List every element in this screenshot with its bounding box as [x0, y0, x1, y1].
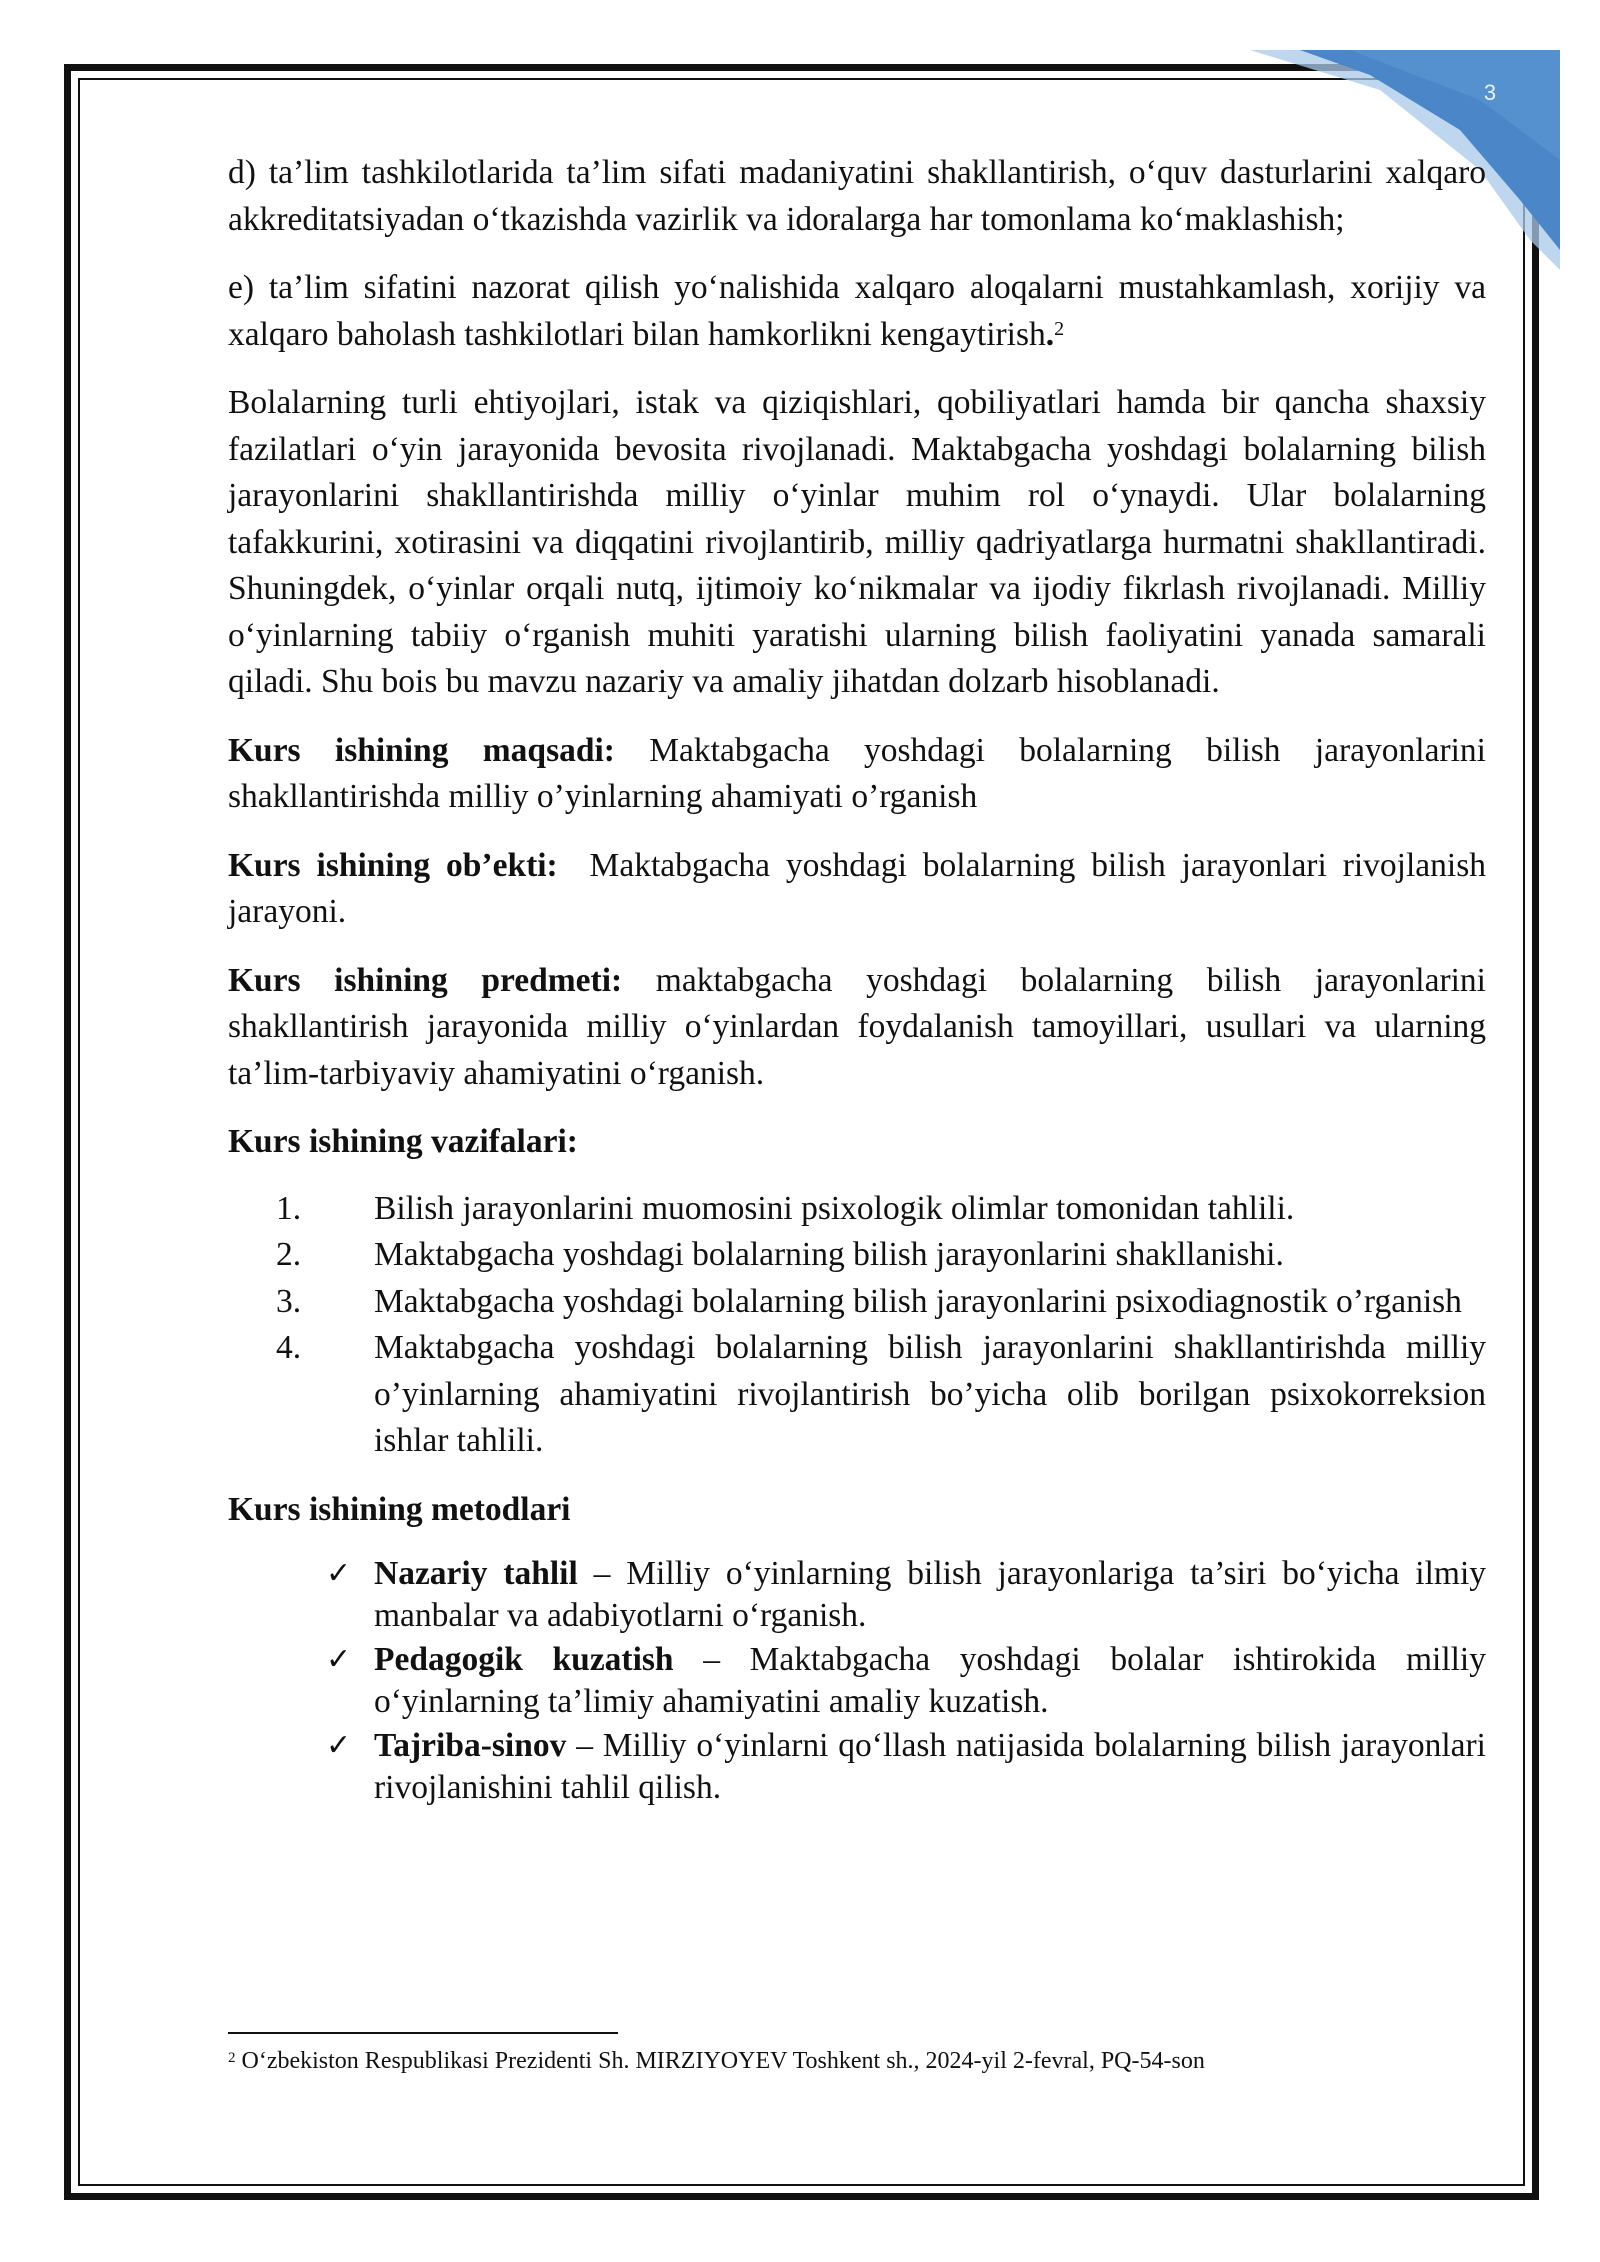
- tasks-list: [228, 1186, 1486, 1465]
- task-number: 4.: [276, 1329, 302, 1366]
- check-icon: ✓: [326, 1728, 352, 1763]
- object-label: Kurs ishining ob’ekti:: [228, 846, 558, 884]
- method-term: Nazariy tahlil: [374, 1555, 578, 1592]
- method-item: [228, 1639, 1486, 1723]
- paragraph-e: [228, 265, 1486, 358]
- document-body: [228, 150, 1495, 1811]
- task-item: [228, 1186, 1486, 1233]
- task-item: [228, 1279, 1486, 1326]
- paragraph-e-end: .: [1045, 315, 1055, 353]
- methods-heading: Kurs ishining metodlari: [228, 1490, 571, 1528]
- goal-label: Kurs ishining maqsadi:: [228, 731, 615, 769]
- check-icon: ✓: [326, 1556, 352, 1591]
- paragraph-intro: Bolalarning turli ehtiyojlari, istak va qiziqishlari, qobiliyatlari hamda bir qancha shaxsiy fazilatlari o‘yin jarayonida bevosita rivojlanadi. Maktabgacha yoshdagi bolalarning bilish jarayonlarini shakllantirishda milliy o‘yinlar muhim rol o‘ynaydi. Ular bolalarning tafakkurini, xotirasini va diqqatini rivojlantirib, milliy qadriyatlarga hurmatni shakllantiradi. Shuningdek, o‘yinlar orqali nutq, ijtimoiy ko‘nikmalar va ijodiy fikrlash rivojlanadi. Milliy o‘yinlarning tabiiy o‘rganish muhiti yaratishi ularning bilish faoliyatini yanada samarali qiladi. Shu bois bu mavzu nazariy va amaliy jihatdan dolzarb hisoblanadi.: [228, 384, 1486, 700]
- method-text: – Milliy o‘yinlarni qo‘llash natijasida bolalarning bilish jarayonlari rivojlanishini tahlil qilish.: [374, 1727, 1486, 1806]
- task-number: 1.: [276, 1189, 302, 1227]
- paragraph-e-text: e) ta’lim sifatini nazorat qilish yo‘nalishida xalqaro aloqalarni mustahkamlash, xorijiy va xalqaro baholash tashkilotlari bilan hamkorlikni kengaytirish: [228, 269, 1486, 353]
- subject-paragraph: [228, 958, 1486, 1098]
- paragraph-d: d) ta’lim tashkilotlarida ta’lim sifati madaniyatini shakllantirish, o‘quv dasturlarini xalqaro akkreditatsiyadan o‘tkazishda vazirlik va idoralarga har tomonlama ko‘maklashish;: [228, 154, 1486, 238]
- footnote-marker: 2: [228, 2050, 236, 2066]
- object-paragraph: [228, 843, 1495, 936]
- task-number: 2.: [276, 1236, 302, 1273]
- footnote-text: O‘zbekiston Respublikasi Prezidenti Sh. MIRZIYOYEV Toshkent sh., 2024-yil 2-fevral, PQ-54-son: [235, 2048, 1205, 2074]
- task-number: 3.: [276, 1282, 302, 1320]
- method-term: Tajriba-sinov: [374, 1727, 567, 1764]
- goal-paragraph: [228, 728, 1486, 821]
- object-text: Maktabgacha yoshdagi bolalarning bilish jarayonlari rivojlanish jarayoni.: [228, 846, 1495, 930]
- goal-text: Maktabgacha yoshdagi bolalarning bilish jarayonlarini shakllantirishda milliy o’yinlarning ahamiyati o’rganish: [228, 731, 1486, 815]
- task-item: [228, 1232, 1486, 1279]
- method-text: – Milliy o‘yinlarning bilish jarayonlariga ta’siri bo‘yicha ilmiy manbalar va adabiyotlarni o‘rganish.: [374, 1555, 1486, 1634]
- page-number: 3: [1483, 80, 1497, 105]
- task-text: Maktabgacha yoshdagi bolalarning bilish jarayonlarini shakllantirishda milliy o’yinlarning ahamiyatini rivojlantirish bo’yicha olib borilgan psixokorreksion ishlar tahlili.: [374, 1329, 1486, 1459]
- task-text: Bilish jarayonlarini muomosini psixologik olimlar tomonidan tahlili.: [374, 1189, 1295, 1227]
- tasks-heading: Kurs ishining vazifalari:: [228, 1123, 578, 1160]
- method-text: – Maktabgacha yoshdagi bolalar ishtirokida milliy o‘yinlarning ta’limiy ahamiyatini amaliy kuzatish.: [374, 1641, 1486, 1720]
- task-item: [228, 1325, 1486, 1465]
- footnote-separator: [228, 2032, 618, 2034]
- method-item: [228, 1553, 1486, 1637]
- check-icon: ✓: [326, 1642, 352, 1677]
- subject-text: maktabgacha yoshdagi bolalarning bilish jarayonlarini shakllantirish jarayonida milliy o‘yinlardan foydalanish tamoyillari, usullari va ularning ta’lim-tarbiyaviy ahamiyatini o‘rganish.: [228, 961, 1486, 1092]
- method-item: [228, 1725, 1486, 1809]
- methods-list: [228, 1553, 1486, 1809]
- subject-label: Kurs ishining predmeti:: [228, 961, 623, 999]
- footnote-reference[interactable]: 2: [1054, 317, 1065, 340]
- footnote: [228, 2046, 1486, 2076]
- task-text: Maktabgacha yoshdagi bolalarning bilish jarayonlarini shakllanishi.: [374, 1236, 1284, 1273]
- task-text: Maktabgacha yoshdagi bolalarning bilish jarayonlarini psixodiagnostik o’rganish: [374, 1282, 1462, 1320]
- method-term: Pedagogik kuzatish: [374, 1641, 674, 1678]
